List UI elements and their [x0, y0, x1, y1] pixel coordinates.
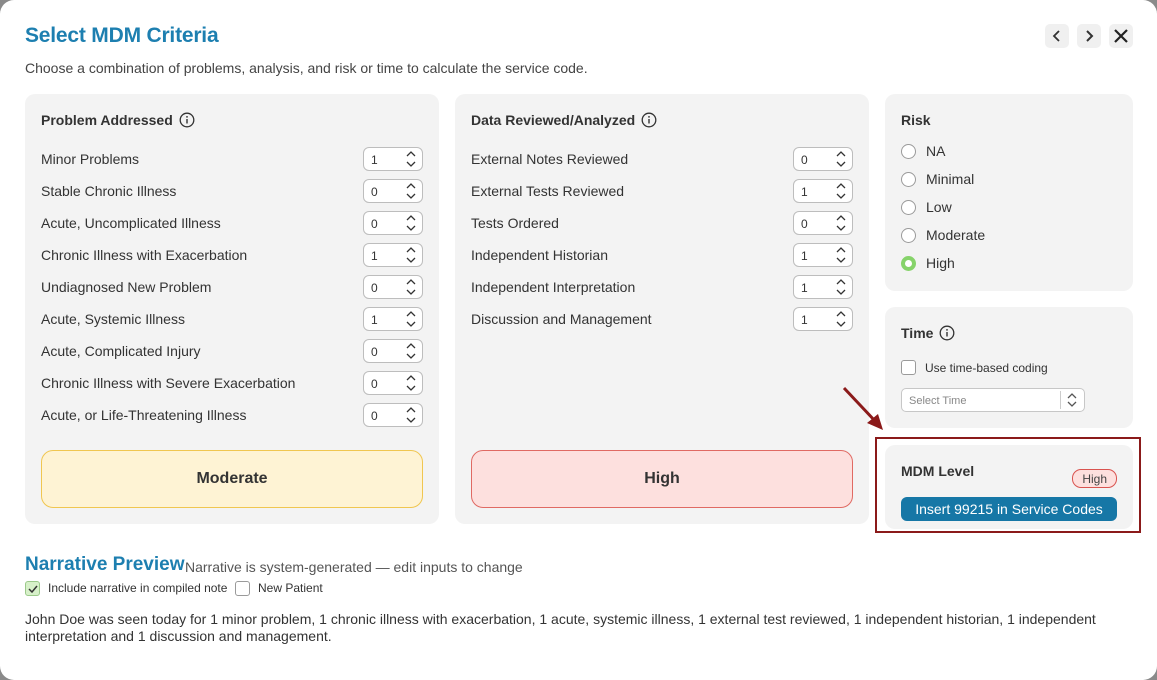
risk-option-low[interactable]	[901, 197, 952, 217]
data-label: Discussion and Management	[471, 311, 652, 327]
quantity-stepper[interactable]	[793, 243, 853, 267]
problem-panel	[25, 94, 439, 524]
stepper-arrows-icon[interactable]	[832, 181, 850, 201]
data-row	[471, 307, 853, 331]
data-row	[471, 243, 853, 267]
stepper-arrows-icon[interactable]	[402, 277, 420, 297]
select-divider	[1060, 391, 1061, 409]
close-icon	[1113, 28, 1129, 44]
problem-row	[41, 307, 423, 331]
risk-option-minimal[interactable]	[901, 169, 974, 189]
select-time-dropdown[interactable]	[901, 388, 1085, 412]
problem-row	[41, 275, 423, 299]
data-label: External Notes Reviewed	[471, 151, 629, 167]
quantity-stepper[interactable]	[363, 275, 423, 299]
stepper-arrows-icon[interactable]	[402, 373, 420, 393]
quantity-stepper[interactable]	[793, 147, 853, 171]
chevron-updown-icon[interactable]	[1064, 391, 1080, 409]
quantity-stepper[interactable]	[363, 211, 423, 235]
problem-label: Stable Chronic Illness	[41, 183, 177, 199]
radio-button-selected[interactable]	[901, 256, 916, 271]
problem-result-box: Moderate	[41, 450, 423, 508]
stepper-value: 0	[371, 409, 378, 423]
problem-row	[41, 403, 423, 427]
data-row	[471, 211, 853, 235]
radio-button[interactable]	[901, 172, 916, 187]
include-narrative-option[interactable]	[25, 579, 227, 597]
quantity-stepper[interactable]	[363, 179, 423, 203]
highlight-box	[875, 437, 1141, 533]
stepper-value: 1	[371, 153, 378, 167]
risk-title: Risk	[901, 112, 931, 128]
risk-option-label: Low	[926, 199, 952, 215]
info-icon[interactable]	[939, 325, 955, 341]
risk-option-moderate[interactable]	[901, 225, 985, 245]
data-label: External Tests Reviewed	[471, 183, 625, 199]
risk-option-label: NA	[926, 143, 946, 159]
close-button[interactable]	[1109, 24, 1133, 48]
include-narrative-label: Include narrative in compiled note	[48, 581, 228, 595]
problem-label: Acute, or Life-Threatening Illness	[41, 407, 247, 423]
next-button[interactable]	[1077, 24, 1101, 48]
stepper-arrows-icon[interactable]	[402, 405, 420, 425]
problem-row	[41, 147, 423, 171]
data-result-box: High	[471, 450, 853, 508]
problem-row	[41, 243, 423, 267]
time-panel	[885, 307, 1133, 428]
stepper-arrows-icon[interactable]	[832, 149, 850, 169]
problem-panel-title	[41, 112, 195, 128]
radio-button[interactable]	[901, 228, 916, 243]
risk-option-label: Moderate	[926, 227, 986, 243]
stepper-value: 1	[801, 313, 808, 327]
stepper-arrows-icon[interactable]	[402, 341, 420, 361]
stepper-arrows-icon[interactable]	[402, 245, 420, 265]
time-based-option[interactable]	[901, 360, 1048, 375]
quantity-stepper[interactable]	[363, 307, 423, 331]
stepper-arrows-icon[interactable]	[402, 309, 420, 329]
problem-label: Acute, Systemic Illness	[41, 311, 185, 327]
new-patient-label: New Patient	[258, 581, 323, 595]
status-badge: High	[1072, 469, 1117, 488]
stepper-value: 0	[801, 217, 808, 231]
problem-label: Chronic Illness with Exacerbation	[41, 247, 248, 263]
new-patient-option[interactable]	[235, 579, 323, 597]
info-icon[interactable]	[641, 112, 657, 128]
data-panel	[455, 94, 869, 524]
stepper-value: 0	[371, 377, 378, 391]
stepper-value: 1	[371, 249, 378, 263]
data-title-text: Data Reviewed/Analyzed	[471, 112, 636, 128]
problem-row	[41, 211, 423, 235]
problem-label: Acute, Uncomplicated Illness	[41, 215, 221, 231]
time-based-label: Use time-based coding	[925, 360, 1048, 375]
stepper-value: 1	[801, 249, 808, 263]
radio-button[interactable]	[901, 144, 916, 159]
quantity-stepper[interactable]	[793, 179, 853, 203]
prev-button[interactable]	[1045, 24, 1069, 48]
stepper-arrows-icon[interactable]	[402, 149, 420, 169]
page-title: Select MDM Criteria	[25, 24, 219, 47]
mdm-level-title: MDM Level	[901, 463, 975, 479]
quantity-stepper[interactable]	[363, 371, 423, 395]
data-panel-title	[471, 112, 657, 128]
info-icon[interactable]	[179, 112, 195, 128]
data-label: Tests Ordered	[471, 215, 559, 231]
data-label: Independent Interpretation	[471, 279, 636, 295]
quantity-stepper[interactable]	[793, 275, 853, 299]
stepper-value: 0	[371, 345, 378, 359]
quantity-stepper[interactable]	[793, 211, 853, 235]
problem-label: Chronic Illness with Severe Exacerbation	[41, 375, 296, 391]
narrative-subtitle: Narrative is system-generated — edit inputs to change	[185, 559, 523, 575]
time-based-checkbox[interactable]	[901, 360, 916, 375]
risk-option-high[interactable]	[901, 253, 955, 273]
stepper-value: 0	[801, 153, 808, 167]
stepper-arrows-icon[interactable]	[832, 245, 850, 265]
problem-row	[41, 371, 423, 395]
data-row	[471, 275, 853, 299]
data-label: Independent Historian	[471, 247, 608, 263]
risk-option-label: Minimal	[926, 171, 975, 187]
stepper-arrows-icon[interactable]	[832, 309, 850, 329]
stepper-value: 0	[371, 281, 378, 295]
problem-row	[41, 339, 423, 363]
insert-service-code-button[interactable]: Insert 99215 in Service Codes	[901, 497, 1117, 521]
stepper-value: 1	[371, 313, 378, 327]
chevron-right-icon	[1083, 29, 1095, 43]
problem-title-text: Problem Addressed	[41, 112, 173, 128]
narrative-text: John Doe was seen today for 1 minor problem, 1 chronic illness with exacerbation, 1 acute, systemic illness, 1 external test reviewed, 1 independent historian, 1 independent interpretation and 1 discussion and management.	[25, 611, 1096, 644]
include-narrative-checkbox[interactable]	[25, 581, 40, 596]
risk-panel	[885, 94, 1133, 291]
checkmark-icon	[27, 583, 39, 595]
narrative-title: Narrative Preview	[25, 554, 185, 575]
stepper-value: 0	[371, 217, 378, 231]
risk-option-label: High	[926, 255, 955, 271]
quantity-stepper[interactable]	[363, 147, 423, 171]
quantity-stepper[interactable]	[363, 403, 423, 427]
stepper-arrows-icon[interactable]	[402, 181, 420, 201]
stepper-value: 1	[801, 281, 808, 295]
time-title-text: Time	[901, 325, 934, 341]
data-row	[471, 147, 853, 171]
page-subtitle: Choose a combination of problems, analysis, and risk or time to calculate the service code.	[25, 60, 588, 76]
time-panel-title	[901, 325, 955, 341]
annotation-arrow-icon	[838, 383, 888, 435]
data-row	[471, 179, 853, 203]
stepper-arrows-icon[interactable]	[832, 213, 850, 233]
quantity-stepper[interactable]	[363, 243, 423, 267]
stepper-value: 0	[371, 185, 378, 199]
quantity-stepper[interactable]	[363, 339, 423, 363]
new-patient-checkbox[interactable]	[235, 581, 250, 596]
risk-option-na[interactable]	[901, 141, 945, 161]
chevron-left-icon	[1051, 29, 1063, 43]
stepper-value: 1	[801, 185, 808, 199]
problem-label: Undiagnosed New Problem	[41, 279, 212, 295]
stepper-arrows-icon[interactable]	[402, 213, 420, 233]
problem-row	[41, 179, 423, 203]
radio-button[interactable]	[901, 200, 916, 215]
quantity-stepper[interactable]	[793, 307, 853, 331]
problem-label: Minor Problems	[41, 151, 140, 167]
problem-label: Acute, Complicated Injury	[41, 343, 201, 359]
select-time-placeholder: Select Time	[909, 395, 967, 407]
stepper-arrows-icon[interactable]	[832, 277, 850, 297]
